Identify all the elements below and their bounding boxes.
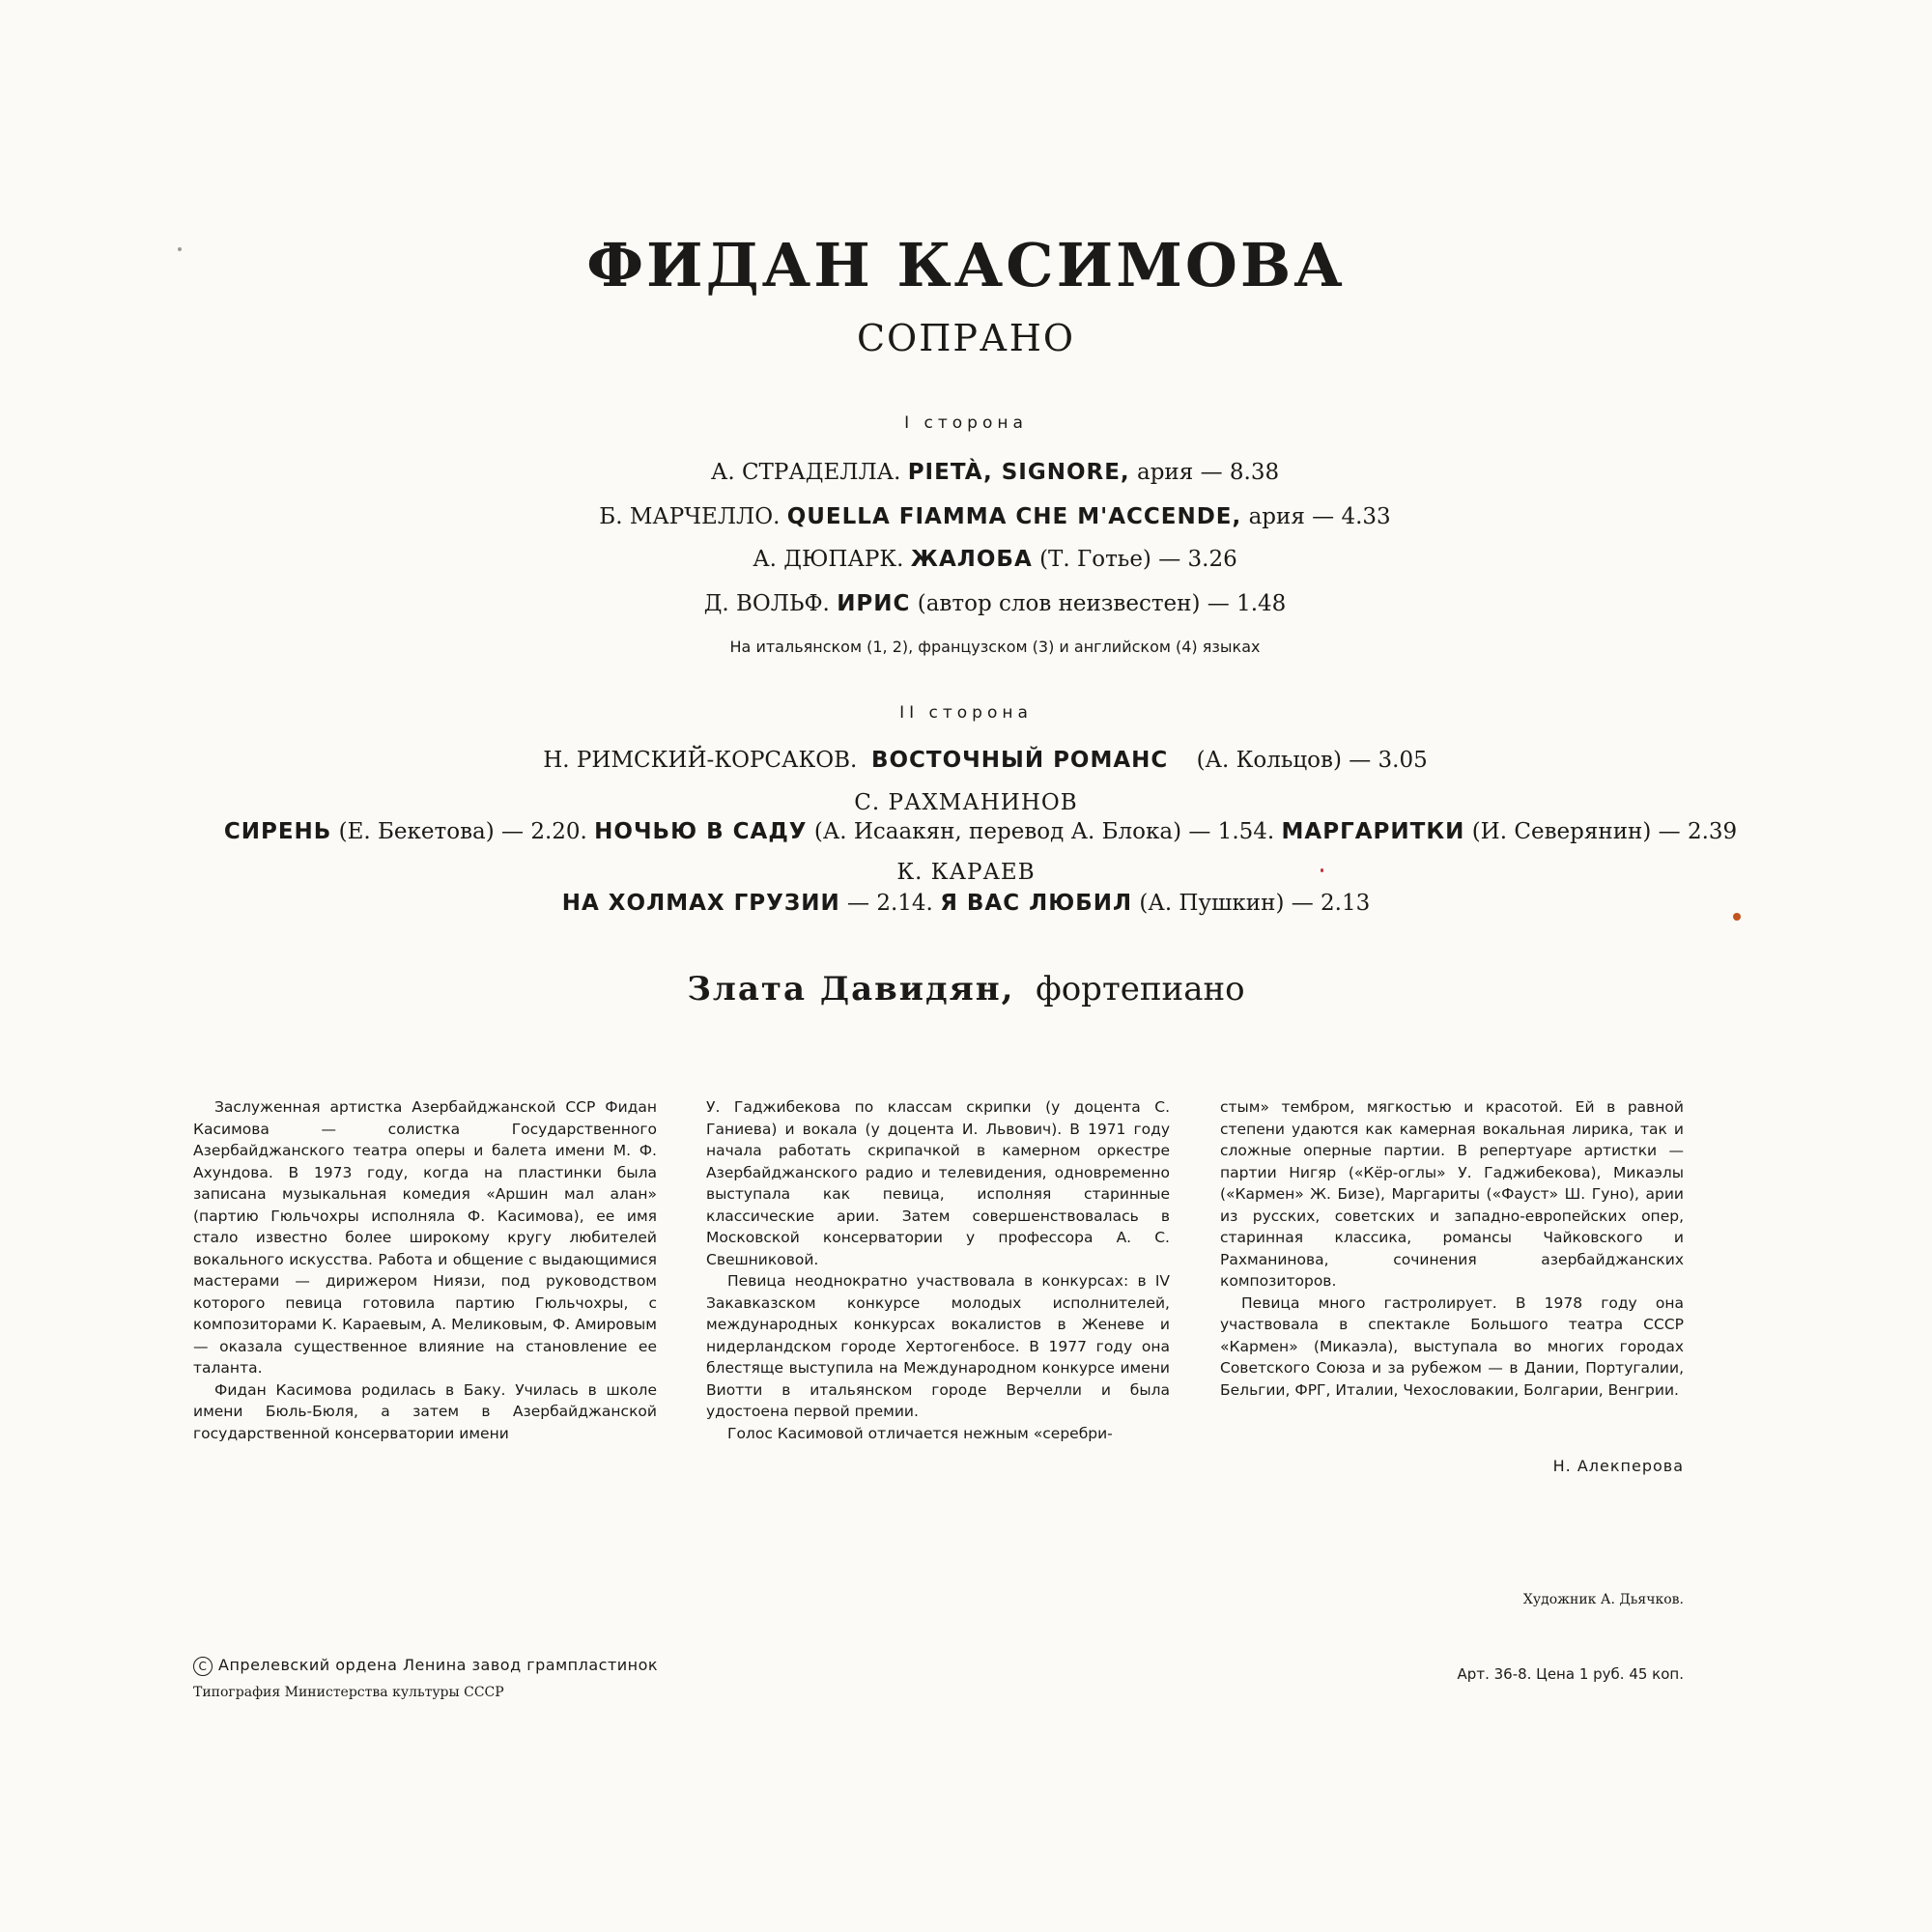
track-title: ИРИС [837, 591, 911, 616]
track-list-item [0, 460, 1932, 485]
track-title: НОЧЬЮ В САДУ [594, 819, 808, 844]
track-composer: А. СТРАДЕЛЛА. [710, 460, 901, 485]
liner-notes-column-3 [1220, 1096, 1684, 1401]
speck-decoration [1321, 868, 1323, 872]
track-title: МАРГАРИТКИ [1281, 819, 1465, 844]
accompanist-credit [0, 970, 1932, 1009]
track-title: PIETÀ, SIGNORE, [907, 460, 1130, 485]
liner-paragraph: Фидан Касимова родилась в Баку. Училась в школе имени Бюль-Бюля, а затем в Азербайджанской государственной консерватории имени [193, 1380, 657, 1442]
liner-paragraph: Певица неоднократно участвовала в конкурсах: в IV Закавказском конкурсе молодых исполнителей, международных конкурсах вокалистов в Женеве и нидерландском городе Хертогенбосе. В 1977 году она блестяще выступила на Международном конкурсе имени Виотти в итальянском городе Верчелли и была удостоена первой премии. [706, 1272, 1170, 1420]
track-composer: А. ДЮПАРК. [753, 547, 904, 572]
track-details: (Е. Бекетова) — 2.20. [338, 819, 587, 844]
track-title: ВОСТОЧНЫЙ РОМАНС [870, 748, 1169, 773]
track-list-item [0, 547, 1932, 572]
liner-paragraph: Певица много гастролирует. В 1978 году она участвовала в спектакле Большого театра СССР «Кармен» (Микаэла), выступала во многих городах Советского Союза и за рубежом — в Дании, Португалии, Бельгии, ФРГ, Италии, Чехословакии, Болгарии, Венгрии. [1220, 1293, 1684, 1399]
language-note: На итальянском (1, 2), французском (3) и английском (4) языках [729, 638, 1261, 656]
composer-rachmaninov: С. РАХМАНИНОВ [854, 790, 1078, 815]
track-details: (А. Исаакян, перевод А. Блока) — 1.54. [813, 819, 1275, 844]
track-details: (А. Пушкин) — 2.13 [1139, 891, 1371, 916]
track-details: ария — 8.38 [1136, 460, 1280, 485]
track-list-item [0, 504, 1932, 529]
price-label: Арт. 36-8. Цена 1 руб. 45 коп. [1457, 1665, 1684, 1683]
artist-credit: Художник А. Дьячков. [1522, 1592, 1684, 1607]
artist-name: ФИДАН КАСИМОВА [586, 230, 1346, 300]
track-details: (автор слов неизвестен) — 1.48 [917, 591, 1287, 616]
track-title: НА ХОЛМАХ ГРУЗИИ [561, 891, 840, 916]
side1-heading: I сторона [904, 413, 1028, 433]
track-title: QUELLA FIAMMA CHE M'ACCENDE, [786, 504, 1242, 529]
speck-decoration [1733, 913, 1741, 921]
track-list-item [0, 819, 1932, 844]
publisher [193, 1656, 658, 1676]
liner-notes-column-2 [706, 1096, 1170, 1444]
liner-paragraph: У. Гаджибекова по классам скрипки (у доцента С. Ганиева) и вокала (у доцента И. Львович). В 1971 году начала работать скрипачкой в камерном оркестре Азербайджанского радио и телевидения, одновременно выступала как певица, исполняя старинные классические арии. Затем совершенствовалась в Московской консерватории у профессора А. С. Свешниковой. [706, 1098, 1170, 1268]
side2-heading: II сторона [899, 703, 1033, 723]
track-details: — 2.14. [847, 891, 933, 916]
track-title: Я ВАС ЛЮБИЛ [940, 891, 1133, 916]
copyright-icon: C [193, 1657, 213, 1676]
publisher-name: Апрелевский ордена Ленина завод грампластинок [218, 1656, 659, 1674]
liner-notes-column-1 [193, 1096, 657, 1444]
track-composer: Н. РИМСКИЙ-КОРСАКОВ. [543, 748, 858, 773]
track-composer: Б. МАРЧЕЛЛО. [599, 504, 781, 529]
liner-notes-author: Н. Алекперова [1552, 1457, 1684, 1475]
liner-paragraph: Голос Касимовой отличается нежным «серебри- [727, 1424, 1113, 1442]
track-composer: Д. ВОЛЬФ. [703, 591, 830, 616]
track-list-item [0, 891, 1932, 916]
speck-decoration [178, 247, 182, 251]
track-details: (Т. Готье) — 3.26 [1039, 547, 1237, 572]
composer-karaev: К. КАРАЕВ [896, 860, 1036, 885]
voice-type: СОПРАНО [856, 317, 1075, 359]
liner-paragraph: стым» тембром, мягкостью и красотой. Ей в равной степени удаются как камерная вокальная лирика, так и сложные оперные партии. В репертуаре артистки — партии Нигяр («Кёр-оглы» У. Гаджибекова), Микаэлы («Кармен» Ж. Бизе), Маргариты («Фауст» Ш. Гуно), арии из русских, советских и западно-европейских опер, старинная классика, романсы Чайковского и Рахманинова, сочинения азербайджанских композиторов. [1220, 1098, 1684, 1290]
printer: Типография Министерства культуры СССР [193, 1685, 504, 1700]
track-title: СИРЕНЬ [223, 819, 332, 844]
track-list-item [0, 748, 1932, 773]
track-details: (И. Северянин) — 2.39 [1471, 819, 1738, 844]
track-list-item [0, 591, 1932, 616]
track-title: ЖАЛОБА [910, 547, 1033, 572]
liner-paragraph: Заслуженная артистка Азербайджанской ССР Фидан Касимова — солистка Государственного Азербайджанского театра оперы и балета имени М. Ф. Ахундова. В 1973 году, когда на пластинки была записана музыкальная комедия «Аршин мал алан» (партию Гюльчохры исполняла Ф. Касимова), ее имя стало известно более широкому кругу любителей вокального искусства. Работа и общение с выдающимися мастерами — дирижером Ниязи, под руководством которого певица готовила партию Гюльчохры, с композиторами К. Караевым, А. Меликовым, Ф. Амировым — оказала существенное влияние на становление ее таланта. [193, 1098, 657, 1377]
track-details: ария — 4.33 [1248, 504, 1391, 529]
track-details: (А. Кольцов) — 3.05 [1196, 748, 1428, 773]
accompanist-name: Злата Давидян, [687, 970, 1015, 1009]
accompanist-instrument: фортепиано [1036, 970, 1245, 1009]
